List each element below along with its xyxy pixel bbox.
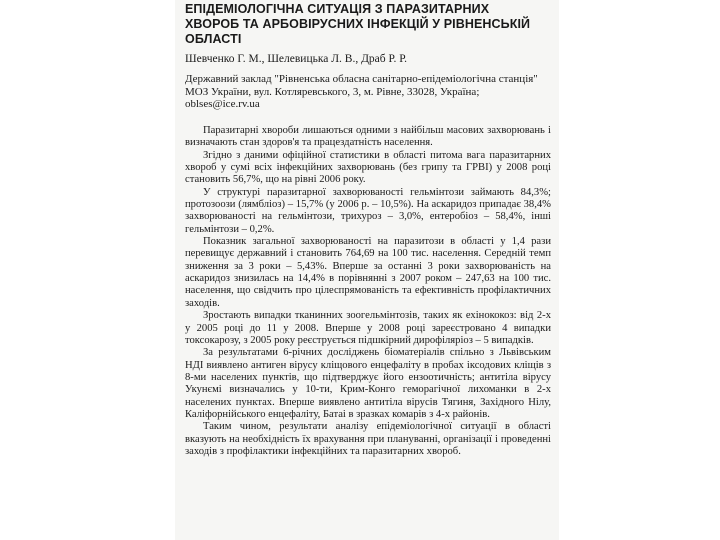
paragraph: Паразитарні хвороби лишаються одними з найбільш масових захворювань і визначають стан здоров'я та працездатність населення. bbox=[185, 125, 551, 149]
paragraph: У структурі паразитарної захворюваності гельмінтози займають 84,3%; протозоози (лямбліоз) – 15,7% (у 2006 р. – 10,5%). На аскаридоз припадає 38,4% захворюваності на гельмінтози, трихуроз – 3,0%, ентеробіоз – 58,4%, інші гельмінтози – 0,2%. bbox=[185, 186, 551, 235]
paragraph: Показник загальної захворюваності на паразитози в області у 1,4 рази перевищує державний і становить 764,69 на 100 тис. населення. Середній темп зниження за 3 роки – 5,43%. Вперше за останні 3 роки захворюваність на аскаридоз знизилась на 14,4% в порівнянні з 2007 роком – 247,63 на 100 тис. населення, що свідчить про цілеспрямованість та ефективність профілактичних заходів. bbox=[185, 236, 551, 309]
scanned-page bbox=[175, 0, 559, 540]
affiliation-block: Державний заклад "Рівненська обласна санітарно-епідеміологічна станція" МОЗ України, вул. Котляревського, 3, м. Рівне, 33028, Україна; oblses@ice.rv.ua bbox=[185, 73, 538, 110]
article-body bbox=[185, 125, 551, 458]
paragraph: За результатами 6-річних досліджень біоматеріалів спільно з Львівським НДІ виявлено антиген вірусу кліщового енцефаліту в пробах іксодових кліщів з 8-ми населених пунктів, що підтверджує його ензоотичність; антитіла вірусу Укунємі визначались у 10-ти, Крим-Конго геморагічної лихоманки в 2-х населених пунктах. Вперше виявлено антитіла вірусів Тягиня, Західного Нілу, Каліфорнійського енцефаліту, Батаі в зразках комарів з 4-х районів. bbox=[185, 347, 551, 420]
authors-line: Шевченко Г. М., Шелевицька Л. В., Драб Р. Р. bbox=[185, 53, 408, 65]
paragraph: Згідно з даними офіційної статистики в області питома вага паразитарних хвороб у сумі всіх інфекційних захворювань (без грипу та ГРВІ) у 2008 році становить 56,7%, що на рівні 2006 року. bbox=[185, 149, 551, 186]
document-title: ЕПІДЕМІОЛОГІЧНА СИТУАЦІЯ З ПАРАЗИТАРНИХ ХВОРОБ ТА АРБОВІРУСНИХ ІНФЕКЦІЙ У РІВНЕНСЬКІЙ ОБЛАСТІ bbox=[185, 2, 531, 46]
paragraph: Зростають випадки тканинних зоогельмінтозів, таких як ехінококоз: від 2-х у 2005 році до 11 у 2008. Вперше у 2008 році зареєстровано 4 випадки токсокарозу, з 2005 року реєструється підшкірний дирофіляріоз – 5 випадків. bbox=[185, 310, 551, 346]
paragraph: Таким чином, результати аналізу епідеміологічної ситуації в області вказують на необхідність їх врахування при плануванні, організації і проведенні заходів з профілактики інфекційних та паразитарних хвороб. bbox=[185, 421, 551, 457]
